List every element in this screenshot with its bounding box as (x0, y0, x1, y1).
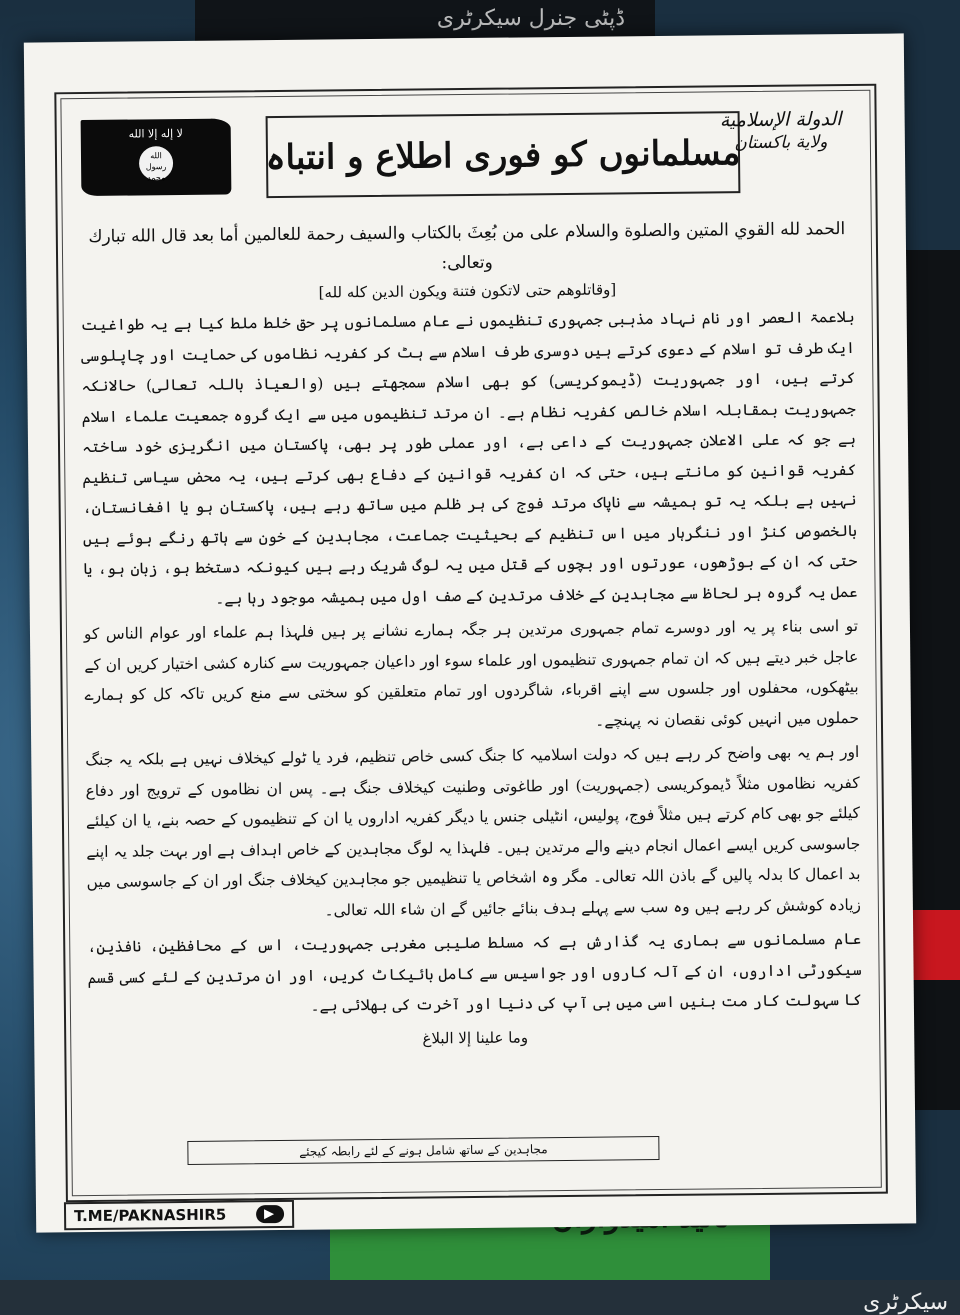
telegram-icon (256, 1205, 284, 1223)
black-flag-icon (81, 118, 232, 196)
flyer-body (80, 214, 863, 1056)
background-poster-top-text: ڈپٹی جنرل سیکرٹری (436, 6, 625, 31)
state-logo-line-1: الدولة الإسلامية (719, 108, 842, 132)
opening-text: الحمد لله القوي المتين والصلوة والسلام على من بُعِثَ بالكتاب والسيف رحمة للعالمين أما بعد قال الله تبارك وتعالى: (88, 219, 846, 274)
state-logo (711, 108, 851, 154)
background-poster-right-text: سیکرٹری (863, 1290, 948, 1315)
flag-shahada-text: لا إله إلا الله (128, 126, 183, 141)
flyer-header (80, 100, 851, 218)
footer-join-note: مجاہدین کے ساتھ شامل ہونے کے لئے رابطہ کیجئے (187, 1136, 659, 1165)
paragraph-4: عام مسلمانوں سے ہماری یہ گذارش ہے کہ مسلط صلیبی مغربی جمہوریت، اس کے محافظین، نافذین، سیکورٹی اداروں، ان کے آلہ کاروں اور جواسیس سے کامل بائیکاٹ کریں، اور ان مرتدین کے لئے کسی قسم کا سہولت کار مت بنیں اسی میں ہی آپ کی دنیا اور آخرت کی بھلائی ہے۔ (87, 929, 862, 1015)
closing-text: وما علينا إلا البلاغ (422, 1027, 529, 1048)
paragraph-3: اور ہم یہ بھی واضح کر رہے ہیں کہ دولت اسلامیہ کا جنگ کسی خاص تنظیم، فرد یا ٹولے کیخلاف نہیں ہے بلکہ یہ جنگ کفریہ نظاموں مثلاً ڈیموکریسی (جمہوریت) اور طاغوتی وطنیت کیخلاف جنگ ہے۔ پس ان نظاموں کے ترویج اور دفاع کیلئے جو بھی کام کرتے ہیں مثلاً فوج، پولیس، انٹیلی جنس یا دیگر کفریہ اداروں یا ان کے تنظیموں کے حصہ بنے، یا ان کیلئے جاسوسی کریں ایسے اعمال انجام دینے والے مرتدین ہیں۔ فلہذا یہ لوگ مجاہدین کے خاص اہداف ہے اور بہت جلد یہ اپنے بد اعمال کا بدلہ پالیں گے باذن اللہ تعالی۔ مگر وہ اشخاص یا تنظیمیں جو مجاہدین کیخلاف جنگ اور ان کے جاسوسی میں زیادہ کوشش کر رہے ہیں وہ سب سے پہلے ہدف بنائے جائیں گے ان شاء اللہ تعالی۔ (85, 742, 861, 920)
state-logo-line-2: ولاية باكستان (734, 131, 828, 153)
telegram-link[interactable] (64, 1200, 294, 1230)
page-title: مسلمانوں کو فوری اطلاع و انتباہ (265, 132, 741, 178)
flyer (24, 33, 916, 1232)
quran-quote: [وقاتلوهم حتى لاتكون فتنة ويكون الدين كله لله] (318, 280, 617, 302)
flag-seal-text: الله رسول محمد (139, 146, 173, 180)
title-box (266, 111, 741, 198)
flyer-frame (54, 84, 888, 1203)
paragraph-1: بلاعمۃ العصر اور نام نہاد مذہبی جمہوری تنظیموں نے عام مسلمانوں پر حق خلط ملط کیا ہے یہ طواغیت ایک طرف تو اسلام کے دعوی کرتے ہیں دوسری طرف اسلام سے ہٹ کر کفریہ نظاموں کی حمایت اور چاپلوسی کرتے ہیں، اور جمہوریت (ڈیموکریسی) کو بھی اسلام سمجھتے ہیں (والعیاذ باللہ تعالی) حالانکہ جمہوریت بمقابلہ اسلام خالص کفریہ نظام ہے۔ ان مرتد تنظیموں میں سے ایک گروہ جمعیت علماء اسلام ہے جو کہ علی الاعلان جمہوریت کے داعی ہے، اور عملی طور پر بھی، پاکستان میں انگریزی خود ساختہ کفریہ قوانین کو مانتے ہیں، حتی کہ ان کفریہ قوانین کے دفاع بھی کرتے ہیں، یہ محض سیاسی تنظیم نہیں ہے بلکہ یہ تو ہمیشہ سے ناپاک مرتد فوج کی ہر ظلم میں ساتھ رہے ہیں، پاکستان ہو یا افغانستان، بالخصوص کنڑ اور ننگرہار میں اس تنظیم کے بحیثیت جماعت، مجاہدین کے خون سے ہاتھ رنگے ہوئے ہیں حتی کہ ان کے بوڑھوں، عورتوں اور بچوں کے قتل میں یہ لوگ شریک رہے ہیں کیونکہ دستخط ہو، زبان ہو، یا عمل یہ گروہ ہر لحاظ سے مجاہدین کے خلاف مرتدین کے صف اول میں ہمیشہ موجود رہا ہے۔ (80, 307, 858, 608)
paragraph-2: تو اسی بناء پر یہ اور دوسرے تمام جمہوری مرتدین ہر جگہ ہمارے نشانے پر ہیں فلہذا ہم علماء اور عوام الناس کو عاجل خبر دیتے ہیں کہ ان تمام جمہوری تنظیموں اور علماء سوء اور داعیان جمہوریت سے کنارہ کشی اختیار کریں ان کے بیٹھکوں، محفلوں اور جلسوں سے اپنے اقرباء، شاگردوں اور تمام متعلقین کو سختی سے منع کریں تاکہ کل کو ہمارے حملوں میں انہیں کوئی نقصان نہ پہنچے۔ (83, 616, 859, 730)
telegram-link-text[interactable]: T.ME/PAKNASHIR5 (73, 1205, 227, 1226)
